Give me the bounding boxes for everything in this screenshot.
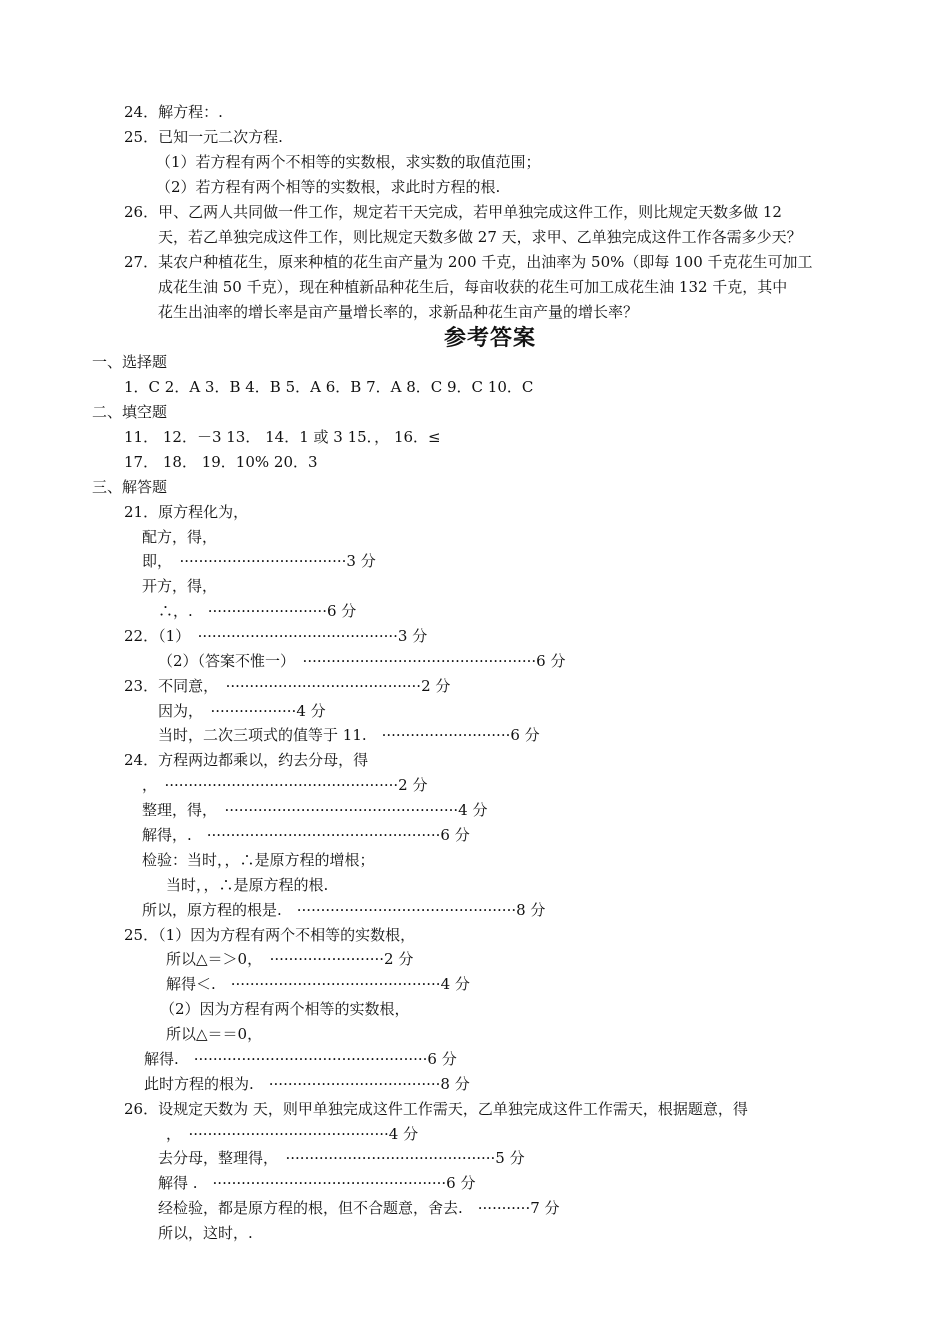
section-choice-heading: 一、选择题 — [92, 353, 168, 371]
answer-26-line: 所以，这时，. — [158, 1224, 253, 1242]
choice-answers: 1．C 2．A 3．B 4．B 5．A 6．B 7．A 8．C 9．C 10．C — [124, 378, 534, 396]
answer-22-line: 22．（1） ··········································3 分 — [124, 627, 428, 645]
answer-25-line: 所以△＝＞0， ························2 分 — [166, 950, 414, 968]
fill-answers-2: 17． 18． 19．10% 20．3 — [124, 453, 318, 471]
answer-26-line: 去分母，整理得， ············································5 分 — [158, 1149, 525, 1167]
answer-25-line: （2）因为方程有两个相等的实数根， — [160, 1000, 410, 1018]
answers-title: 参考答案 — [444, 325, 537, 351]
answer-22-line: （2）（答案不惟一） ·················································6 分 — [158, 652, 566, 670]
answer-23-line: 当时，二次三项式的值等于 11. ···························6 分 — [158, 726, 540, 744]
answer-24-line: 解得，. ·················································6 分 — [142, 826, 470, 844]
fill-answers-1: 11． 12．－3 13． 14．1 或 3 15．， 16．≤ — [124, 428, 441, 446]
question-24: 24．解方程：. — [124, 103, 223, 121]
answer-21-line: ∴，. ·························6 分 — [158, 602, 357, 620]
answer-21-line: 配方，得， — [142, 528, 218, 546]
answer-24-line: 当时，，∴是原方程的根. — [166, 876, 329, 894]
answer-23-line: 因为， ··················4 分 — [158, 702, 326, 720]
section-fill-heading: 二、填空题 — [92, 403, 168, 421]
question-27-line1: 27．某农户种植花生，原来种植的花生亩产量为 200 千克，出油率为 50%（即每 100 千克花生可加工 — [124, 253, 813, 271]
answer-25-line: 解得. ·················································6 分 — [144, 1050, 457, 1068]
question-27-line3: 花生出油率的增长率是亩产量增长率的，求新品种花生亩产量的增长率？ — [158, 303, 639, 321]
answer-26-line: 经检验，都是原方程的根，但不合题意，舍去. ···········7 分 — [158, 1199, 560, 1217]
answer-21-line: 开方，得， — [142, 577, 218, 595]
answer-26-line: 解得 . ·················································6 分 — [158, 1174, 476, 1192]
question-25: 25．已知一元二次方程. — [124, 128, 283, 146]
answer-25-line: 25．（1）因为方程有两个不相等的实数根， — [124, 926, 416, 944]
question-26-line2: 天，若乙单独完成这件工作，则比规定天数多做 27 天，求甲、乙单独完成这件工作各需多少天？ — [158, 228, 802, 246]
answer-26-line: ， ··········································4 分 — [166, 1125, 419, 1143]
answer-24-line: 所以，原方程的根是. ··············································8 分 — [142, 901, 546, 919]
answer-24-line: 检验：当时，，∴是原方程的增根； — [142, 851, 375, 869]
answer-21-line: 21．原方程化为， — [124, 503, 249, 521]
answer-23-line: 23．不同意， ·········································2 分 — [124, 677, 451, 695]
section-solve-heading: 三、解答题 — [92, 478, 168, 496]
question-25-part2: （2）若方程有两个相等的实数根，求此时方程的根. — [156, 178, 501, 196]
question-27-line2: 成花生油 50 千克），现在种植新品种花生后，每亩收获的花生可加工成花生油 132 千克，其中 — [158, 278, 788, 296]
answer-25-line: 解得＜. ············································4 分 — [166, 975, 470, 993]
answer-25-line: 此时方程的根为. ····································8 分 — [144, 1075, 470, 1093]
answer-25-line: 所以△＝＝0， — [166, 1025, 263, 1043]
answer-24-line: 24．方程两边都乘以，约去分母，得 — [124, 751, 369, 769]
question-26-line1: 26．甲、乙两人共同做一件工作，规定若干天完成，若甲单独完成这件工作，则比规定天数多做 12 — [124, 203, 782, 221]
answer-24-line: 整理，得， ·················································4 分 — [142, 801, 488, 819]
answer-24-line: ， ·················································2 分 — [142, 776, 428, 794]
answer-21-line: 即， ···································3 分 — [142, 552, 376, 570]
question-25-part1: （1）若方程有两个不相等的实数根，求实数的取值范围； — [156, 153, 541, 171]
answer-26-line: 26．设规定天数为 天，则甲单独完成这件工作需天，乙单独完成这件工作需天，根据题意，得 — [124, 1100, 748, 1118]
